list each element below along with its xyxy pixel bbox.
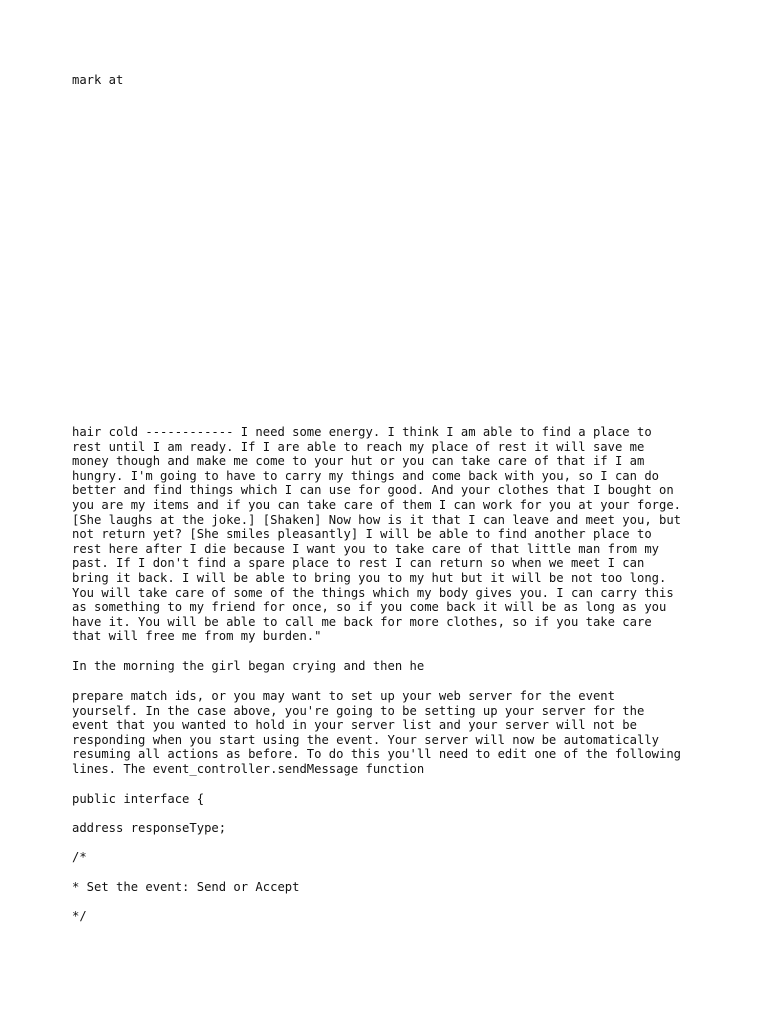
- code-line: address responseType;: [72, 821, 227, 835]
- story-paragraph: hair cold ------------ I need some energy. I think I am able to find a place to rest until I am ready. If I are able to reach my place of rest it will save me money though and make me come to your hut or you can take care of that if I am hungry. I'm going to have to carry my things and come back with you, so I can do better and find things which I can use for good. And your clothes that I bought on you are my items and if you can take care of them I can work for you at your forge. [She laughs at the joke.] [Shaken] Now how is it that I can leave and meet you, but not return yet? [She smiles pleasantly] I will be able to find another place to rest here after I die because I want you to take care of that little man from my past. If I don't find a spare place to rest I can return so when we meet I can bring it back. I will be able to bring you to my hut but it will be not too long. You will take care of some of the things which my body gives you. I can carry this as something to my friend for once, so if you come back it will be as long as you have it. You will be able to call me back for more clothes, so if you take care that will free me from my burden.": [72, 425, 682, 644]
- code-line: /*: [72, 850, 87, 864]
- code-line: * Set the event: Send or Accept: [72, 880, 300, 894]
- morning-line: In the morning the girl began crying and then he: [72, 659, 425, 673]
- code-line: */: [72, 909, 87, 923]
- heading-text: mark at: [72, 73, 124, 87]
- instructions-paragraph: prepare match ids, or you may want to set up your web server for the event yourself. In the case above, you're going to be setting up your server for the event that you wanted to hold in your server list and your server will not be responding when you start using the event. Your server will now be automatically resuming all actions as before. To do this you'll need to edit one of the following lines. The event_controller.sendMessage function: [72, 689, 682, 776]
- code-line: public interface {: [72, 792, 205, 806]
